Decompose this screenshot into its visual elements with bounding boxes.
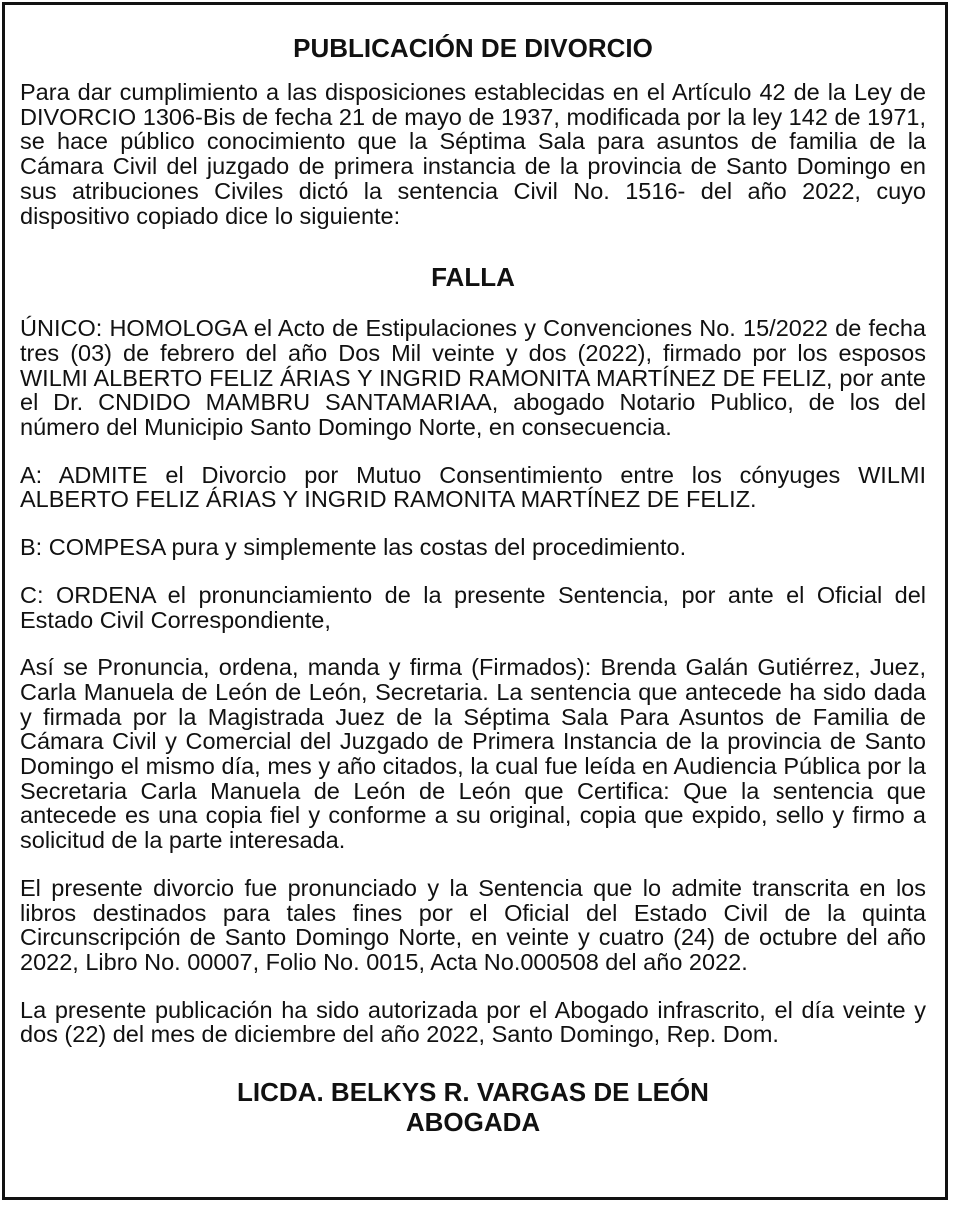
item-b-paragraph: B: COMPESA pura y simplemente las costas del procedimiento.: [20, 534, 687, 561]
item-c-paragraph: C: ORDENA el pronunciamiento de la presente Sentencia, por ante el Oficial del Estado Civil Correspondiente,: [20, 581, 926, 633]
autorizacion-paragraph: La presente publicación ha sido autorizada por el Abogado infrascrito, el día veinte y dos (22) del mes de diciembre del año 2022, Santo Domingo, Rep. Dom.: [20, 996, 926, 1048]
unico-paragraph: ÚNICO: HOMOLOGA el Acto de Estipulaciones y Convenciones No. 15/2022 de fecha tres (03) de febrero del año Dos Mil veinte y dos (2022), firmado por los esposos WILMI ALBERTO FELIZ ÁRIAS Y INGRID RAMONITA MARTÍNEZ DE FELIZ, por ante el Dr. CNDIDO MAMBRU SANTAMARIAA, abogado Notario Publico, de los del número del Municipio Santo Domingo Norte, en consecuencia.: [20, 315, 926, 441]
intro-paragraph: Para dar cumplimiento a las disposiciones establecidas en el Artículo 42 de la Ley de DIVORCIO 1306-Bis de fecha 21 de mayo de 1937, modificada por la ley 142 de 1971, se hace público conocimiento que la Séptima Sala para asuntos de familia de la Cámara Civil del juzgado de primera instancia de la provincia de Santo Domingo en sus atribuciones Civiles dictó la sentencia Civil No. 1516- del año 2022, cuyo dispositivo copiado dice lo siguiente:: [20, 79, 926, 229]
transcripcion-paragraph: El presente divorcio fue pronunciado y la Sentencia que lo admite transcrita en los libros destinados para tales fines por el Oficial del Estado Civil de la quinta Circunscripción de Santo Domingo Norte, en veinte y cuatro (24) de octubre del año 2022, Libro No. 00007, Folio No. 0015, Acta No.000508 del año 2022.: [20, 874, 926, 975]
signature-name: LICDA. BELKYS R. VARGAS DE LEÓN: [237, 1077, 709, 1108]
item-a-paragraph: A: ADMITE el Divorcio por Mutuo Consentimiento entre los cónyuges WILMI ALBERTO FELIZ ÁRIAS Y INGRID RAMONITA MARTÍNEZ DE FELIZ.: [20, 461, 926, 513]
notice-title: PUBLICACIÓN DE DIVORCIO: [293, 33, 653, 63]
falla-heading: FALLA: [431, 262, 515, 293]
signature-block: [20, 1077, 926, 1137]
signature-role: ABOGADA: [405, 1107, 541, 1138]
divorce-notice: [20, 30, 926, 1137]
firma-paragraph: Así se Pronuncia, ordena, manda y firma (Firmados): Brenda Galán Gutiérrez, Juez, Carla Manuela de León de León, Secretaria. La sentencia que antecede ha sido dada y firmada por la Magistrada Juez de la Séptima Sala Para Asuntos de Familia de Cámara Civil y Comercial del Juzgado de Primera Instancia de la provincia de Santo Domingo el mismo día, mes y año citados, la cual fue leída en Audiencia Pública por la Secretaria Carla Manuela de León de León que Certifica: Que la sentencia que antecede es una copia fiel y conforme a su original, copia que expido, sello y firmo a solicitud de la parte interesada.: [20, 654, 926, 854]
